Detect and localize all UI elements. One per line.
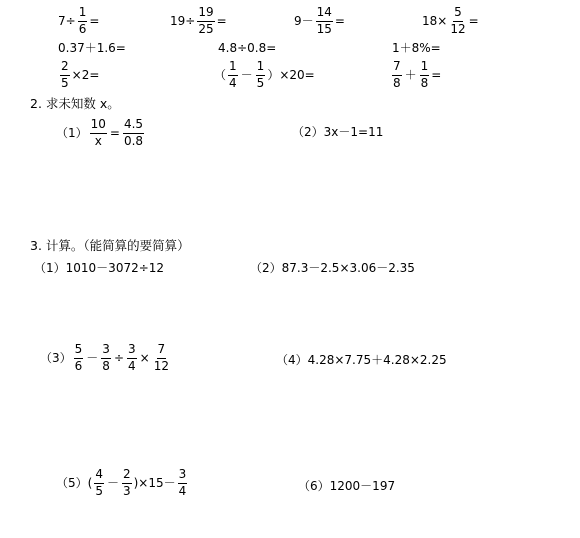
fraction: $\frac{2}{5}$ [61, 59, 69, 90]
calc-expr: 1200－197 [329, 479, 396, 493]
problem-9-minus-14-15 [294, 6, 345, 37]
fraction: $\frac{3}{4}$ [178, 467, 187, 498]
fraction: $\frac{2}{3}$ [122, 467, 131, 498]
problem-decimal-add: 0.37＋1.6= [58, 41, 126, 55]
calc-expr: 4.28×7.75＋4.28×2.25 [307, 353, 447, 367]
expr-lead: 19÷ [170, 14, 196, 29]
expr-tail: ×2= [71, 68, 100, 83]
problem-label: （2） [292, 125, 324, 139]
expr-tail: = [468, 14, 479, 29]
fraction: $\frac{1}{5}$ [256, 59, 265, 90]
fraction: $\frac{1}{8}$ [420, 59, 429, 90]
fraction: $\frac{4.5}{0.8}$ [123, 117, 144, 148]
fraction: $\frac{3}{8}$ [102, 342, 110, 373]
fraction: $\frac{14}{15}$ [316, 5, 332, 36]
close-paren-tail: ）×20= [267, 68, 315, 83]
expr-tail: = [89, 14, 100, 29]
expr-lead: 7÷ [58, 14, 76, 29]
divide-sign: ÷ [113, 351, 124, 366]
expr-tail: = [431, 68, 442, 83]
problem-label: （4） [276, 353, 308, 367]
equation-expr: 3x－1=11 [323, 125, 384, 139]
expr-tail: = [216, 14, 227, 29]
calc-problem-5 [56, 468, 189, 499]
expr-tail: = [334, 14, 345, 29]
minus-sign: － [240, 68, 253, 83]
section-2-heading: 2. 求未知数 x。 [30, 96, 120, 111]
equation-2 [292, 126, 383, 138]
expr-lead: 18× [422, 14, 448, 29]
fraction: $\frac{1}{4}$ [229, 59, 237, 90]
problem-7-8-plus-1-8 [390, 60, 441, 91]
problem-label: （6） [298, 479, 330, 493]
open-paren: ( [87, 476, 93, 491]
calc-expr: 87.3－2.5×3.06－2.35 [281, 261, 415, 275]
equation-1 [56, 118, 146, 149]
times-sign: × [139, 351, 150, 366]
minus-sign: － [86, 351, 99, 366]
problem-label: （2） [250, 261, 282, 275]
problem-19-div-19-25 [170, 6, 227, 37]
plus-sign: ＋ [404, 68, 417, 83]
problem-7-div-1-6 [58, 6, 99, 37]
fraction: $\frac{5}{12}$ [450, 5, 466, 36]
calc-problem-3 [40, 343, 172, 374]
calc-problem-1 [34, 262, 164, 274]
fraction: $\frac{7}{12}$ [153, 342, 169, 373]
problem-2-5-times-2 [58, 60, 99, 91]
fraction: $\frac{7}{8}$ [393, 59, 401, 90]
calc-expr: 1010－3072÷12 [65, 261, 165, 275]
fraction: $\frac{1}{6}$ [78, 5, 87, 36]
fraction: $\frac{5}{6}$ [74, 342, 83, 373]
problem-decimal-div: 4.8÷0.8= [218, 41, 277, 55]
problem-percent-add: 1＋8%= [392, 41, 441, 55]
calc-problem-2 [250, 262, 415, 274]
problem-label: （3） [40, 351, 72, 366]
problem-label: （1） [56, 126, 88, 141]
problem-paren-fraction-times-20 [214, 60, 315, 91]
fraction: $\frac{19}{25}$ [198, 5, 214, 36]
minus-sign: － [106, 476, 119, 491]
fraction: $\frac{10}{x}$ [90, 117, 106, 148]
problem-18-times-5-12 [422, 6, 479, 37]
problem-label: （1） [34, 261, 66, 275]
fraction: $\frac{3}{4}$ [128, 342, 136, 373]
open-paren: （ [214, 68, 227, 83]
calc-problem-6 [298, 480, 395, 492]
calc-problem-4 [276, 354, 447, 366]
equals-sign: = [109, 126, 120, 141]
fraction: $\frac{4}{5}$ [95, 467, 103, 498]
expr-lead: 9－ [294, 14, 314, 29]
problem-label: （5） [56, 476, 88, 491]
section-3-heading: 3. 计算。（能简算的要简算） [30, 238, 190, 253]
close-paren-tail: )×15－ [133, 476, 176, 491]
